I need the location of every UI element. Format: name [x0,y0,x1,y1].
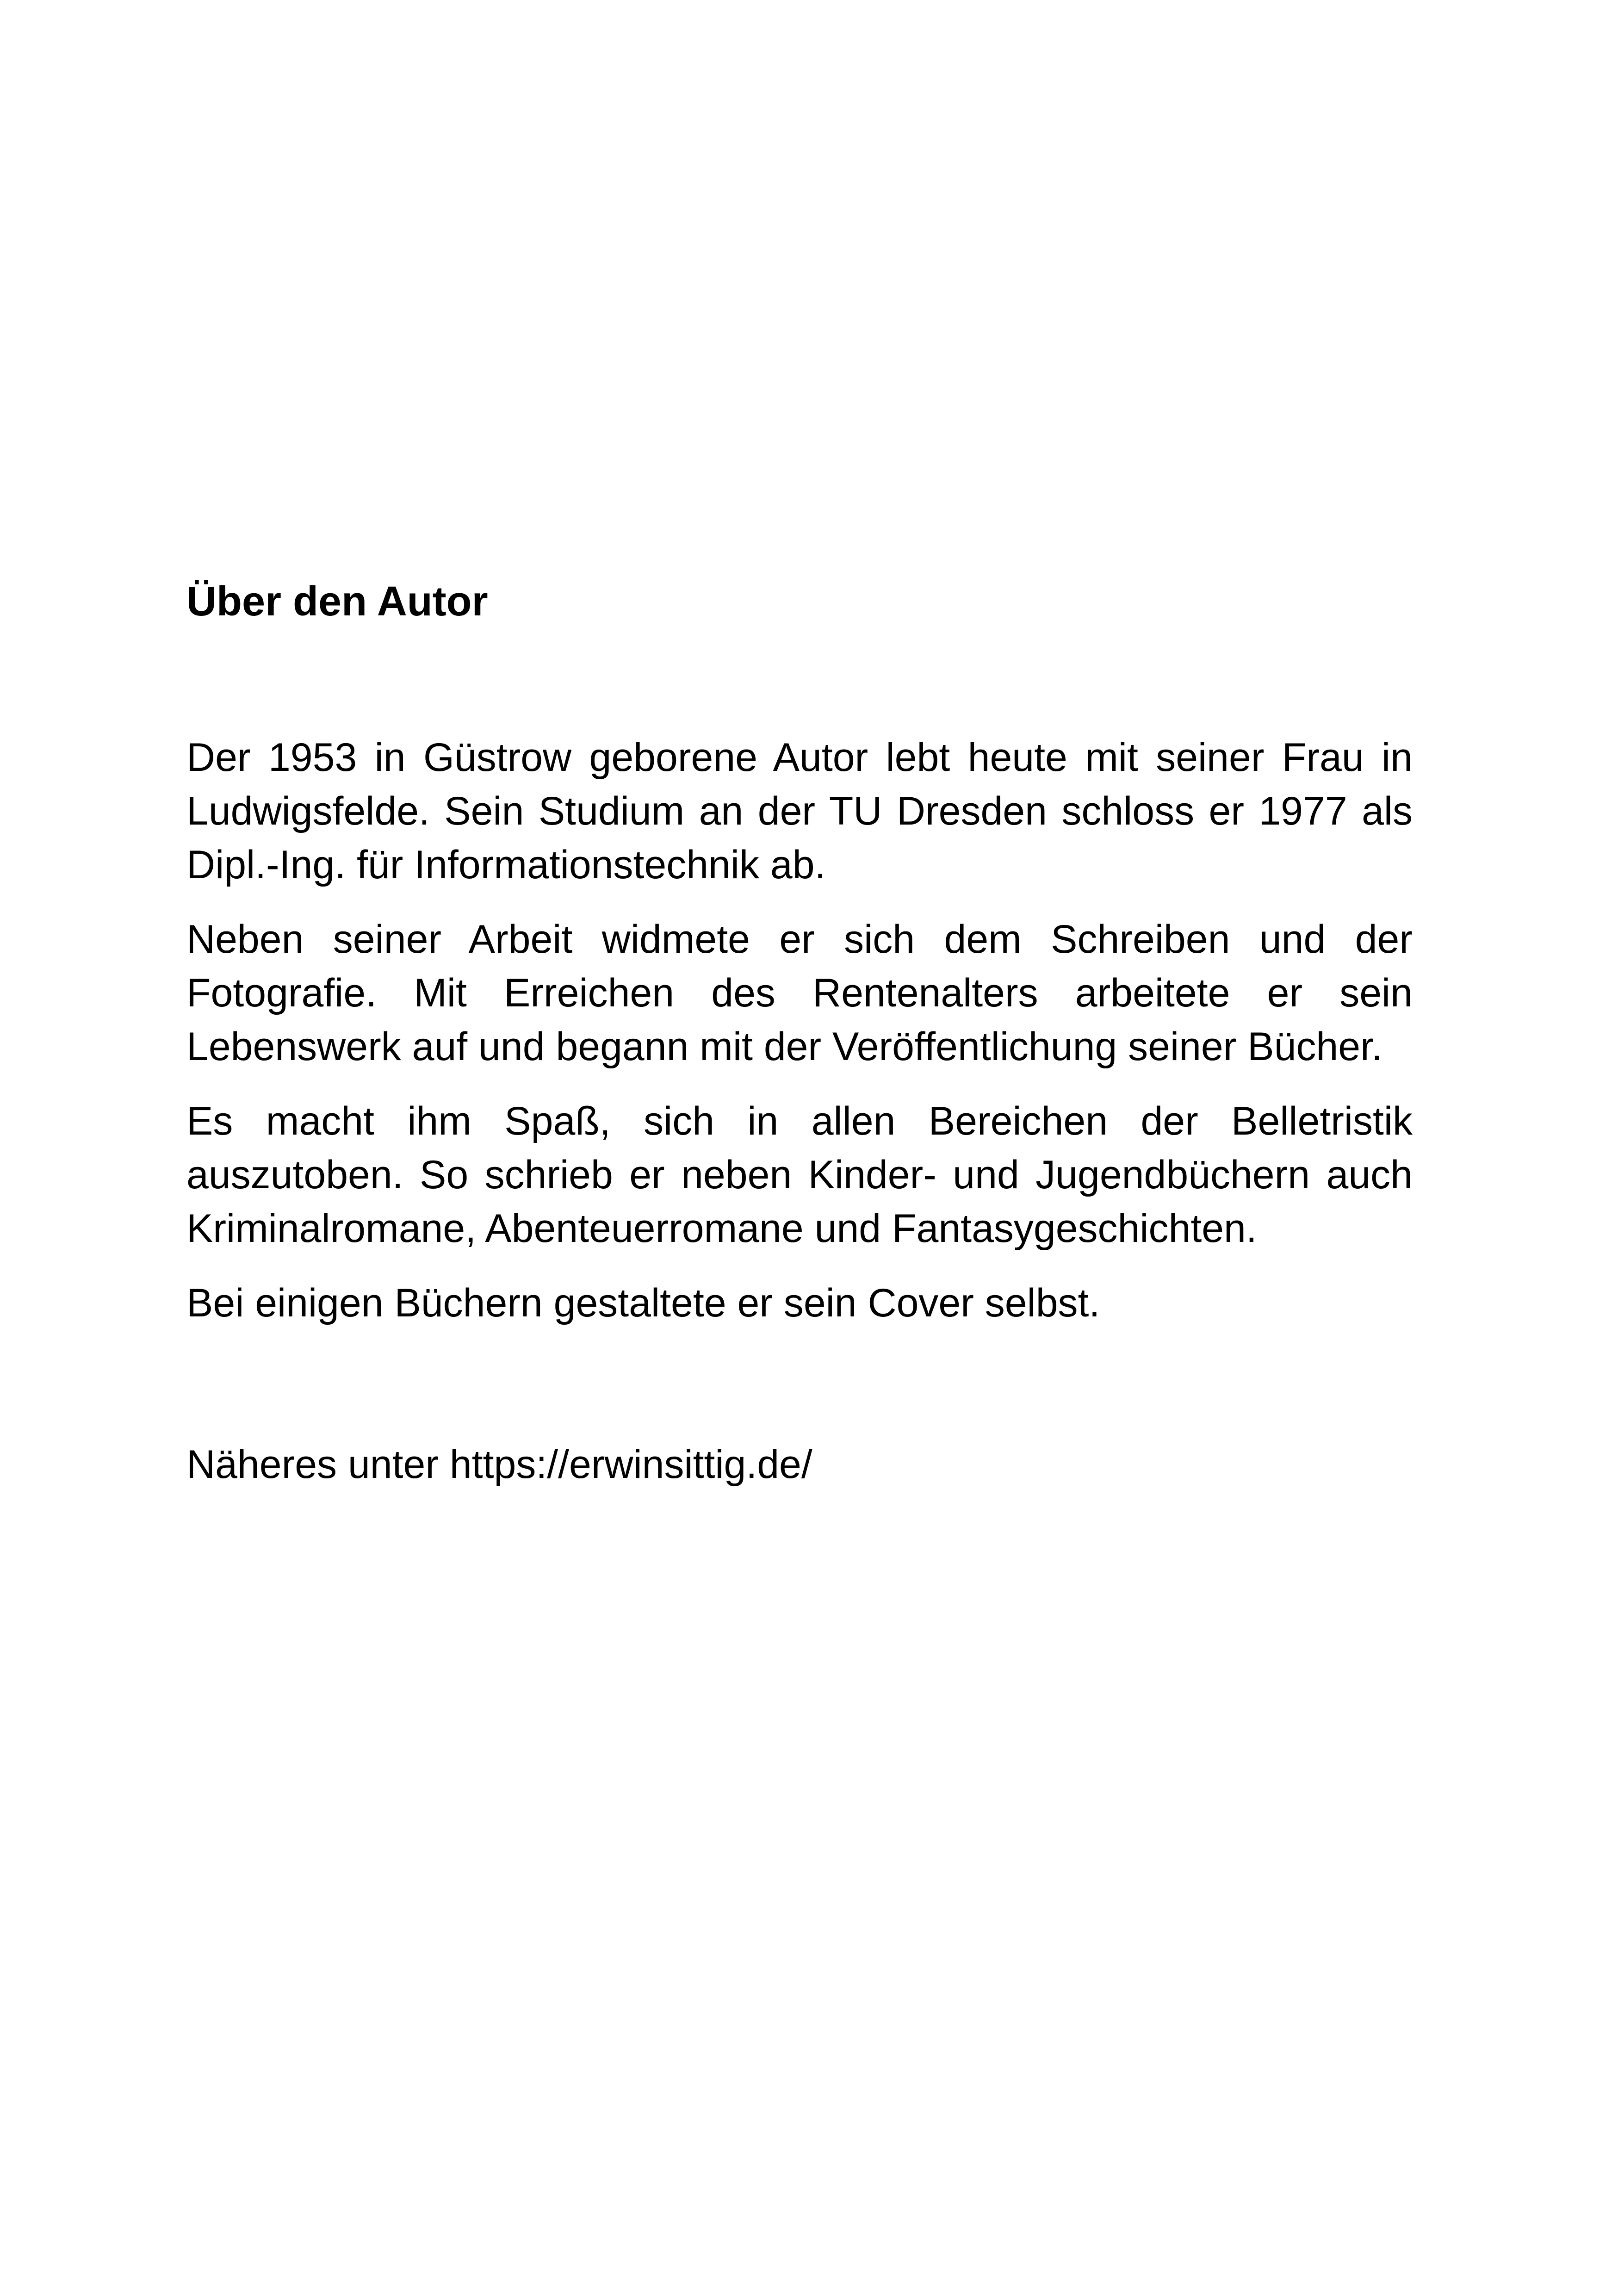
paragraph-covers: Bei einigen Büchern gestaltete er sein Cover selbst. [186,1281,1100,1325]
page-title: Über den Autor [186,578,488,625]
paragraph-career: Neben seiner Arbeit widmete er sich dem Schreiben und der Fotografie. Mit Erreichen des Rentenalters arbeitete er sein Lebenswerk auf und begann mit der Veröffentlichung seiner Bücher. [186,917,1413,1069]
page-content [186,574,1413,1491]
more-info-line: Näheres unter https://erwinsittig.de/ [186,1442,812,1487]
paragraph-biography: Der 1953 in Güstrow geborene Autor lebt heute mit seiner Frau in Ludwigsfelde. Sein Studium an der TU Dresden schloss er 1977 als Dipl.-Ing. für Informationstechnik ab. [186,735,1413,887]
paragraph-genres: Es macht ihm Spaß, sich in allen Bereichen der Belletristik auszutoben. So schrieb er neben Kinder- und Jugendbüchern auch Kriminalromane, Abenteuerromane und Fantasygeschichten. [186,1099,1413,1251]
